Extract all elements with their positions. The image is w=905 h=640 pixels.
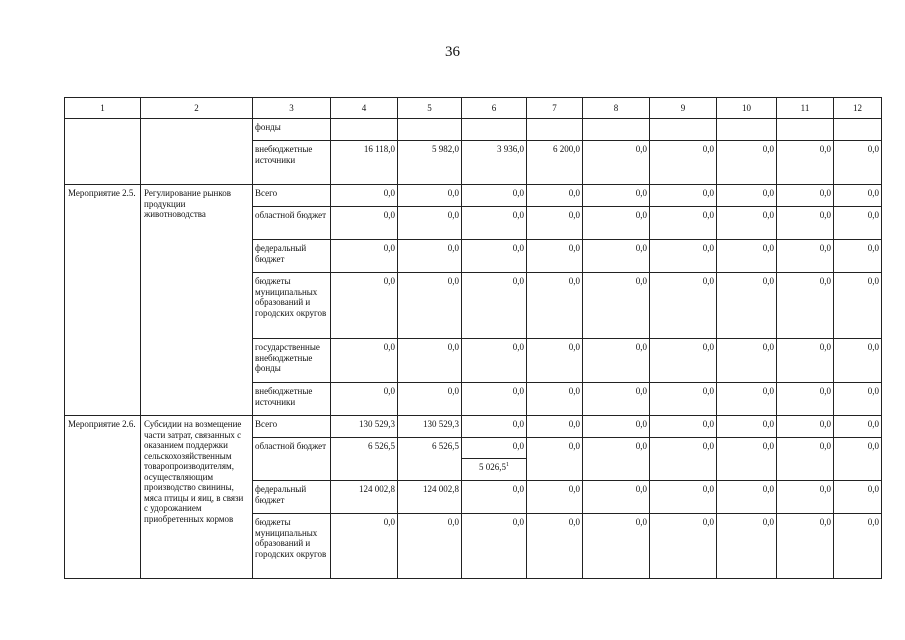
footnote-value-cell — [462, 459, 527, 481]
activity-desc-cell — [141, 119, 253, 185]
page-number: 36 — [445, 44, 460, 60]
value-cell: 0,0 — [583, 383, 650, 416]
value-cell: 0,0 — [717, 339, 777, 383]
footnote-marker: 1 — [506, 462, 509, 468]
value-cell: 0,0 — [527, 240, 583, 273]
source-label: государственные внебюджетные фонды — [253, 339, 331, 383]
empty-cell — [398, 119, 462, 141]
value-cell: 0,0 — [717, 514, 777, 579]
value-cell: 0,0 — [331, 207, 398, 240]
value-cell: 0,0 — [777, 339, 834, 383]
value-cell: 5 982,0 — [398, 141, 462, 185]
source-label: бюджеты муниципальных образований и городских округов — [253, 273, 331, 339]
value-cell: 0,0 — [834, 141, 882, 185]
value-cell: 0,0 — [398, 514, 462, 579]
value-cell: 0,0 — [834, 514, 882, 579]
value-cell: 0,0 — [331, 273, 398, 339]
value-cell: 0,0 — [777, 273, 834, 339]
value-cell: 0,0 — [583, 240, 650, 273]
header-cell: 2 — [141, 98, 253, 119]
value-cell: 0,0 — [398, 240, 462, 273]
value-cell: 0,0 — [834, 207, 882, 240]
value-cell: 0,0 — [717, 141, 777, 185]
value-cell: 0,0 — [583, 339, 650, 383]
value-cell: 0,0 — [583, 416, 650, 438]
value-cell: 0,0 — [583, 141, 650, 185]
value-cell: 0,0 — [717, 185, 777, 207]
value-cell: 0,0 — [834, 438, 882, 481]
header-cell: 9 — [650, 98, 717, 119]
value-cell: 124 002,8 — [331, 481, 398, 514]
empty-cell — [834, 119, 882, 141]
value-cell: 0,0 — [527, 438, 583, 481]
value-cell: 0,0 — [398, 383, 462, 416]
value-cell: 0,0 — [331, 185, 398, 207]
value-cell: 130 529,3 — [398, 416, 462, 438]
value-cell: 0,0 — [527, 339, 583, 383]
value-cell: 0,0 — [650, 185, 717, 207]
activity-desc-cell: Регулирование рынков продукции животноводства — [141, 185, 253, 416]
value-cell: 0,0 — [777, 207, 834, 240]
value-cell: 6 526,5 — [331, 438, 398, 481]
value-cell: 0,0 — [650, 339, 717, 383]
value-cell: 0,0 — [527, 207, 583, 240]
value-cell: 0,0 — [834, 339, 882, 383]
source-label: областной бюджет — [253, 207, 331, 240]
value-cell: 0,0 — [777, 438, 834, 481]
value-cell: 0,0 — [583, 185, 650, 207]
value-cell: 0,0 — [777, 481, 834, 514]
footnote-value: 5 026,5 — [479, 462, 506, 472]
value-cell: 0,0 — [331, 383, 398, 416]
empty-cell — [331, 119, 398, 141]
header-row — [65, 98, 882, 119]
value-cell: 0,0 — [527, 383, 583, 416]
value-cell: 0,0 — [717, 383, 777, 416]
table-row — [65, 416, 882, 438]
value-cell: 0,0 — [331, 339, 398, 383]
value-cell: 0,0 — [650, 141, 717, 185]
value-cell: 130 529,3 — [331, 416, 398, 438]
source-label: внебюджетные источники — [253, 141, 331, 185]
value-cell: 0,0 — [462, 383, 527, 416]
value-cell: 0,0 — [834, 273, 882, 339]
value-cell: 0,0 — [650, 438, 717, 481]
activity-desc-cell: Субсидии на возмещение части затрат, связанных с оказанием поддержки сельскохозяйственным товаропроизводителям, осуществляющим производство свинины, мяса птицы и яиц, в связи с удорожанием приобретенных кормов — [141, 416, 253, 579]
value-cell: 6 200,0 — [527, 141, 583, 185]
source-label: областной бюджет — [253, 438, 331, 481]
value-cell: 16 118,0 — [331, 141, 398, 185]
value-cell: 0,0 — [777, 141, 834, 185]
source-label: внебюджетные источники — [253, 383, 331, 416]
value-cell: 0,0 — [583, 514, 650, 579]
value-cell: 0,0 — [462, 416, 527, 438]
value-cell: 0,0 — [650, 207, 717, 240]
empty-cell — [583, 119, 650, 141]
value-cell: 0,0 — [527, 514, 583, 579]
value-cell: 0,0 — [650, 514, 717, 579]
value-cell: 0,0 — [527, 481, 583, 514]
activity-name-cell: Мероприятие 2.6. — [65, 416, 141, 579]
value-cell: 3 936,0 — [462, 141, 527, 185]
header-cell: 1 — [65, 98, 141, 119]
empty-cell — [650, 119, 717, 141]
source-label: федеральный бюджет — [253, 481, 331, 514]
value-cell: 0,0 — [777, 383, 834, 416]
source-label: Всего — [253, 185, 331, 207]
header-cell: 12 — [834, 98, 882, 119]
value-cell: 0,0 — [834, 185, 882, 207]
value-cell: 0,0 — [834, 416, 882, 438]
empty-cell — [527, 119, 583, 141]
source-label: фонды — [253, 119, 331, 141]
value-cell: 6 526,5 — [398, 438, 462, 481]
value-cell: 0,0 — [717, 240, 777, 273]
value-cell: 0,0 — [398, 185, 462, 207]
value-cell: 0,0 — [717, 416, 777, 438]
value-cell: 0,0 — [527, 416, 583, 438]
value-cell: 0,0 — [650, 383, 717, 416]
value-cell: 0,0 — [462, 240, 527, 273]
value-cell: 0,0 — [717, 207, 777, 240]
value-cell: 0,0 — [583, 438, 650, 481]
value-cell: 0,0 — [650, 481, 717, 514]
value-cell: 0,0 — [462, 339, 527, 383]
value-cell: 0,0 — [834, 383, 882, 416]
value-cell: 0,0 — [717, 273, 777, 339]
value-cell: 0,0 — [650, 416, 717, 438]
value-cell: 0,0 — [834, 240, 882, 273]
value-cell: 0,0 — [527, 185, 583, 207]
value-cell: 124 002,8 — [398, 481, 462, 514]
value-cell: 0,0 — [331, 240, 398, 273]
header-cell: 11 — [777, 98, 834, 119]
value-cell: 0,0 — [583, 273, 650, 339]
table-row — [65, 185, 882, 207]
source-label: бюджеты муниципальных образований и городских округов — [253, 514, 331, 579]
header-cell: 8 — [583, 98, 650, 119]
value-cell: 0,0 — [717, 438, 777, 481]
empty-cell — [777, 119, 834, 141]
value-cell: 0,0 — [462, 481, 527, 514]
activity-name-cell — [65, 119, 141, 185]
value-cell: 0,0 — [462, 207, 527, 240]
value-cell: 0,0 — [777, 240, 834, 273]
value-cell: 0,0 — [462, 273, 527, 339]
value-cell: 0,0 — [398, 207, 462, 240]
value-cell: 0,0 — [650, 240, 717, 273]
source-label: федеральный бюджет — [253, 240, 331, 273]
header-cell: 3 — [253, 98, 331, 119]
value-cell: 0,0 — [398, 273, 462, 339]
budget-table — [64, 97, 882, 579]
header-cell: 5 — [398, 98, 462, 119]
value-cell: 0,0 — [462, 185, 527, 207]
value-cell: 0,0 — [527, 273, 583, 339]
value-cell: 0,0 — [717, 481, 777, 514]
activity-name-cell: Мероприятие 2.5. — [65, 185, 141, 416]
source-label: Всего — [253, 416, 331, 438]
value-cell: 0,0 — [777, 416, 834, 438]
table-row — [65, 119, 882, 141]
empty-cell — [462, 119, 527, 141]
value-cell: 0,0 — [777, 185, 834, 207]
value-cell: 0,0 — [583, 207, 650, 240]
value-cell: 0,0 — [398, 339, 462, 383]
empty-cell — [717, 119, 777, 141]
value-cell: 0,0 — [462, 514, 527, 579]
header-cell: 10 — [717, 98, 777, 119]
value-cell: 0,0 — [583, 481, 650, 514]
value-cell: 0,0 — [777, 514, 834, 579]
value-cell: 0,0 — [834, 481, 882, 514]
header-cell: 4 — [331, 98, 398, 119]
value-cell: 0,0 — [650, 273, 717, 339]
value-cell: 0,0 — [331, 514, 398, 579]
header-cell: 6 — [462, 98, 527, 119]
header-cell: 7 — [527, 98, 583, 119]
value-cell: 0,0 — [462, 438, 527, 459]
